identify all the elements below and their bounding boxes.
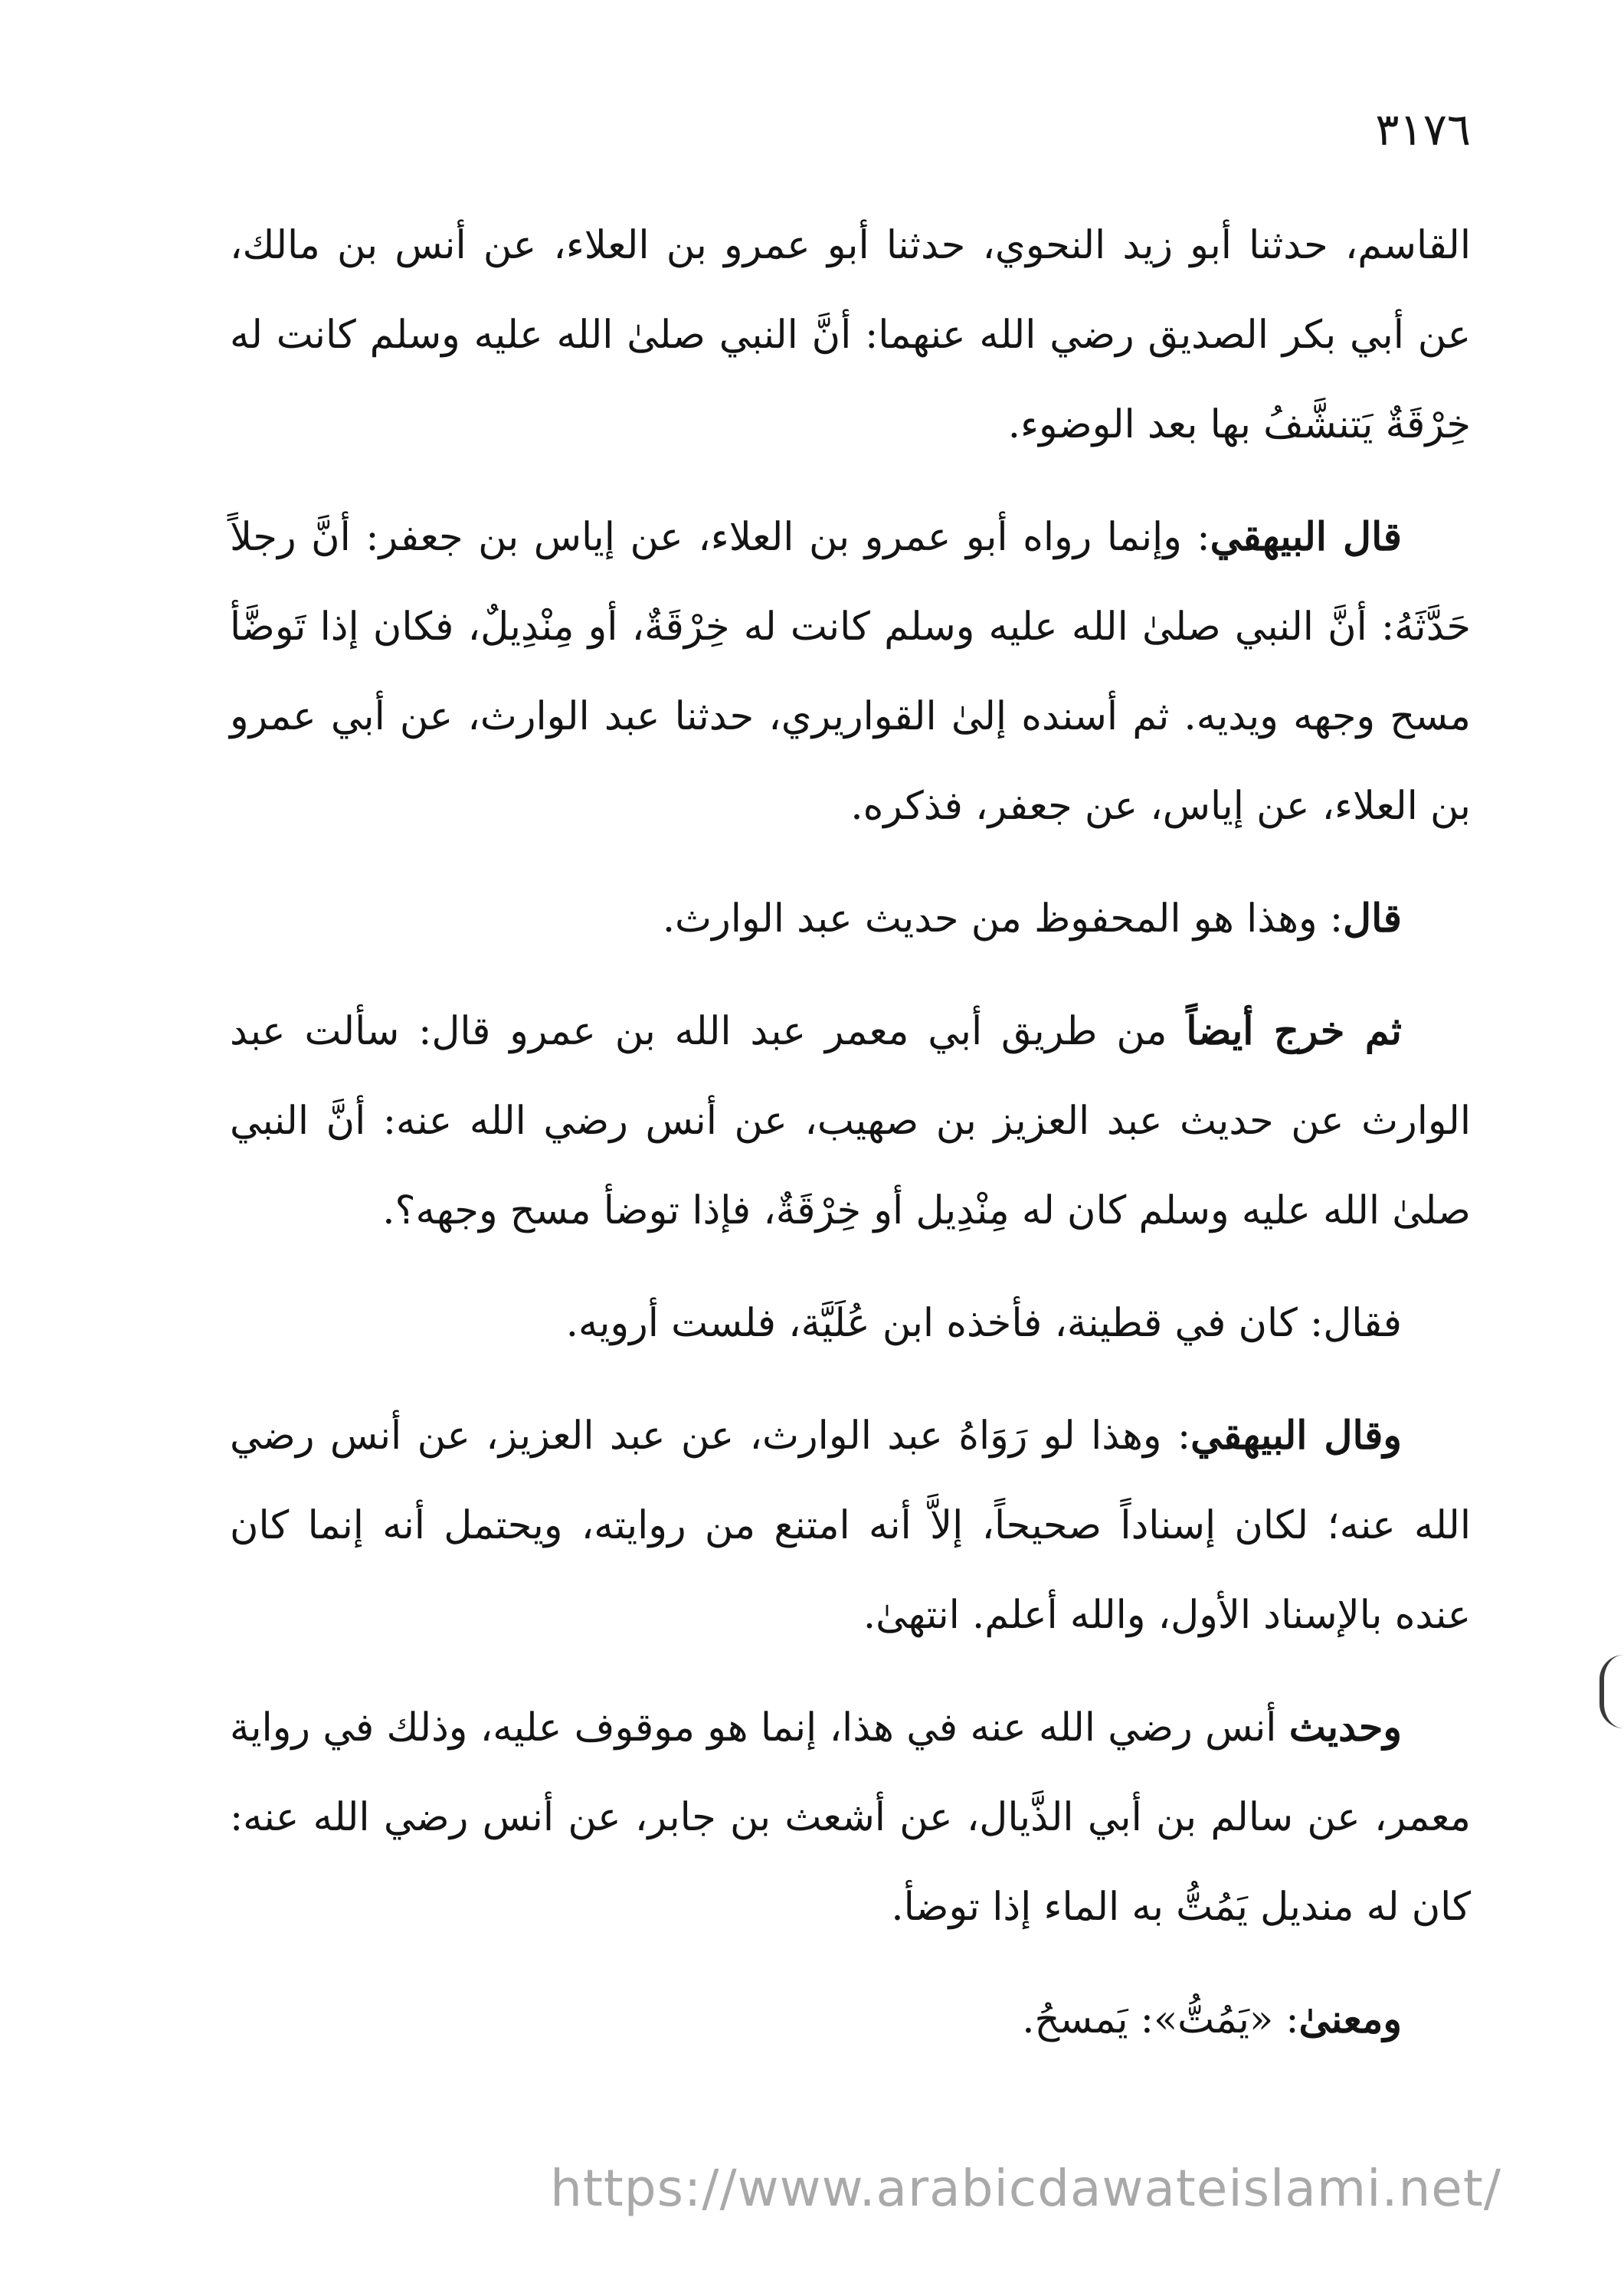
paragraph-3 — [230, 874, 1471, 964]
text-body — [230, 201, 1471, 2088]
paragraph-lead: ومعنىٰ — [1298, 1996, 1402, 2042]
paragraph-text: : وإنما رواه أبو عمرو بن العلاء، عن إياس بن جعفر: أنَّ رجلاً حَدَّثَهُ: أنَّ النبي صلىٰ الله عليه وسلم كانت له خِرْقَةٌ، أو مِنْدِيلٌ، فكان إذا تَوضَّأ مسح وجهه ويديه. ثم أسنده إلىٰ القواريري، حدثنا عبد الوارث، عن أبي عمرو بن العلاء، عن إياس، عن جعفر، فذكره. — [230, 515, 1471, 829]
paragraph-text: القاسم، حدثنا أبو زيد النحوي، حدثنا أبو عمرو بن العلاء، عن أنس بن مالك، عن أبي بكر الصديق رضي الله عنهما: أنَّ النبي صلىٰ الله عليه وسلم كانت له خِرْقَةٌ يَتنشَّفُ بها بعد الوضوء. — [230, 223, 1471, 447]
paragraph-7 — [230, 1683, 1471, 1952]
paragraph-text: : وهذا لو رَوَاهُ عبد الوارث، عن عبد العزيز، عن أنس رضي الله عنه؛ لكان إسناداً صحيحاً، إلاَّ أنه امتنع من روايته، ويحتمل أنه إنما كان عنده بالإسناد الأول، والله أعلم. انتهىٰ. — [230, 1413, 1471, 1638]
paragraph-text: : وهذا هو المحفوظ من حديث عبد الوارث. — [662, 896, 1344, 942]
paragraph-text: أنس رضي الله عنه في هذا، إنما هو موقوف عليه، وذلك في رواية معمر، عن سالم بن أبي الذَّيال، عن أشعث بن جابر، عن أنس رضي الله عنه: كان له منديل يَمُتُّ به الماء إذا توضأ. — [230, 1705, 1471, 1930]
paragraph-lead: قال البيهقي — [1210, 514, 1402, 560]
paragraph-lead: قال — [1343, 896, 1402, 942]
paragraph-lead: ثم خرج أيضاً — [1186, 1008, 1403, 1054]
paragraph-2 — [230, 493, 1471, 851]
page-edge-bracket — [1599, 1655, 1624, 1728]
paragraph-1 — [230, 201, 1471, 470]
paragraph-6 — [230, 1391, 1471, 1660]
footer-watermark-url[interactable]: https://www.arabicdawateislami.net/ — [550, 2159, 1501, 2218]
paragraph-4 — [230, 987, 1471, 1256]
paragraph-8 — [230, 1975, 1471, 2065]
paragraph-lead: وحديث — [1288, 1705, 1402, 1751]
paragraph-text: فقال: كان في قطينة، فأخذه ابن عُلَيَّة، فلست أرويه. — [565, 1301, 1402, 1346]
paragraph-text: : «يَمُتُّ»: يَمسحُ. — [1022, 1997, 1299, 2042]
page-number: ٣١٧٦ — [1375, 103, 1471, 156]
paragraph-text: من طريق أبي معمر عبد الله بن عمرو قال: سألت عبد الوارث عن حديث عبد العزيز بن صهيب، عن أنس رضي الله عنه: أنَّ النبي صلىٰ الله عليه وسلم كان له مِنْدِيل أو خِرْقَةٌ، فإذا توضأ مسح وجهه؟. — [230, 1009, 1471, 1233]
paragraph-5 — [230, 1279, 1471, 1368]
paragraph-lead: وقال البيهقي — [1190, 1413, 1402, 1459]
